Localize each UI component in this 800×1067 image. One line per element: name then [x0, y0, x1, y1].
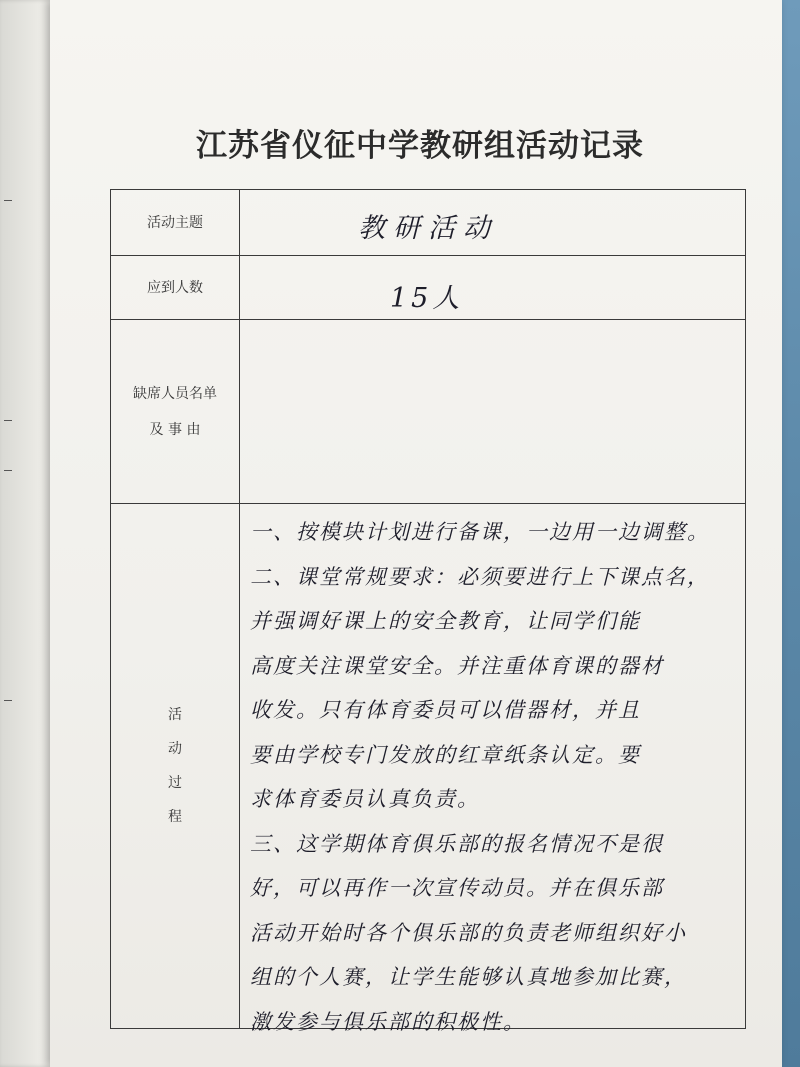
process-label-char: 动 — [168, 741, 182, 757]
process-line: 要由学校专门发放的红章纸条认定。要 — [250, 742, 641, 767]
attendees-value-cell — [240, 256, 745, 319]
process-line: 三、这学期体育俱乐部的报名情况不是很 — [250, 831, 664, 856]
process-value-cell — [240, 504, 745, 1034]
process-line: 活动开始时各个俱乐部的负责老师组织好小 — [250, 920, 687, 945]
topic-value: 教研活动 — [358, 213, 498, 244]
attendees-label — [111, 256, 240, 319]
process-label-chars — [168, 708, 182, 824]
process-label-char: 活 — [168, 707, 182, 723]
process-lines — [250, 510, 741, 1044]
page-rule-mark — [4, 420, 12, 421]
process-line: 激发参与俱乐部的积极性。 — [250, 1009, 526, 1034]
topic-label-text: 活动主题 — [147, 214, 203, 231]
topic-label — [111, 190, 240, 255]
process-line: 一、按模块计划进行备课，一边用一边调整。 — [250, 520, 710, 544]
process-row — [111, 504, 745, 1034]
absentees-value-cell — [240, 320, 745, 503]
process-line: 好，可以再作一次宣传动员。并在俱乐部 — [250, 876, 664, 900]
absentees-row — [111, 320, 745, 504]
absentees-label-line1: 缺席人员名单 — [133, 385, 217, 402]
record-form — [110, 189, 746, 1034]
attendees-value: 15人 — [390, 283, 464, 314]
absentees-label — [111, 320, 240, 503]
process-line: 二、课堂常规要求：必须要进行上下课点名， — [250, 564, 710, 589]
topic-row — [111, 190, 745, 256]
absentees-label-line2: 及 事 由 — [149, 421, 201, 438]
process-line: 求体育委员认真负责。 — [250, 787, 480, 811]
process-label-char: 程 — [168, 809, 182, 825]
process-line: 收发。只有体育委员可以借器材，并且 — [250, 698, 641, 722]
topic-value-cell — [240, 190, 745, 255]
process-label-char: 过 — [168, 775, 182, 791]
page-rule-mark — [4, 200, 12, 201]
page-title: 江苏省仪征中学教研组活动记录 — [196, 128, 644, 164]
process-line: 高度关注课堂安全。并注重体育课的器材 — [250, 653, 664, 678]
page-rule-mark — [4, 470, 12, 471]
page-rule-mark — [4, 700, 12, 701]
record-page — [50, 0, 782, 1067]
process-label — [111, 504, 240, 1028]
process-line: 组的个人赛，让学生能够认真地参加比赛， — [250, 965, 687, 989]
attendees-label-text: 应到人数 — [147, 279, 203, 296]
attendees-row — [111, 256, 745, 320]
process-line: 并强调好课上的安全教育，让同学们能 — [250, 609, 641, 633]
